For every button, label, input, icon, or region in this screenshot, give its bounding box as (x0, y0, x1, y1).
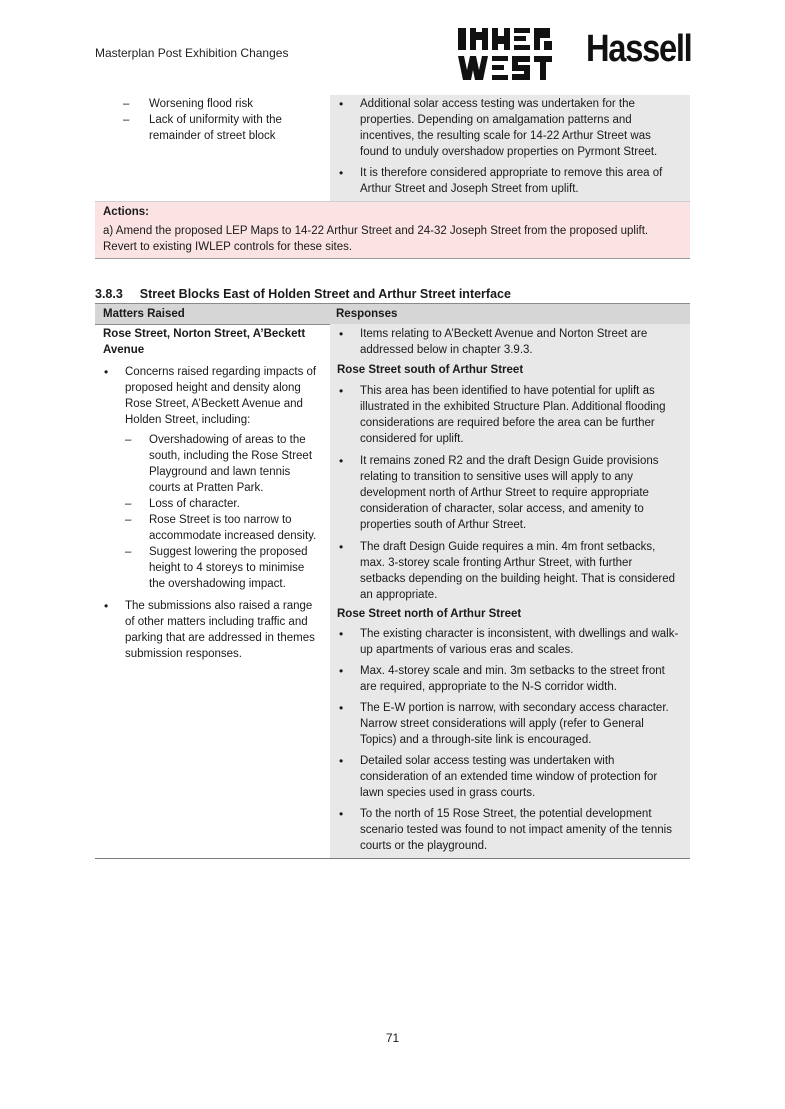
matter-sub-item: – Rose Street is too narrow to accommodate increased density. (95, 512, 320, 544)
actions-text: a) Amend the proposed LEP Maps to 14-22 Arthur Street and 24-32 Joseph Street from the proposed uplift. Revert to existing IWLEP controls for these sites. (103, 225, 649, 253)
column-header-matters: Matters Raised (103, 308, 185, 320)
response-bullet: • To the north of 15 Rose Street, the potential development scenario tested was found to not impact amenity of the tennis courts or the playground. (330, 806, 680, 854)
matter-bullet-text: The submissions also raised a range of other matters including traffic and parking that are addressed in themes submission responses. (125, 600, 315, 660)
response-bullet: • Items relating to A’Beckett Avenue and Norton Street are addressed below in chapter 3.9.3. (330, 326, 680, 358)
matter-dash-item: – Worsening flood risk (95, 96, 330, 112)
response-bullet: • It is therefore considered appropriate to remove this area of Arthur Street and Joseph Street from uplift. (330, 165, 676, 197)
page-number: 71 (385, 1031, 400, 1045)
actions-label: Actions: (103, 206, 149, 218)
logo-text-west: WEST (508, 70, 511, 71)
section-title: Street Blocks East of Holden Street and Arthur Street interface (139, 287, 511, 301)
response-subheading-south: Rose Street south of Arthur Street (337, 364, 524, 376)
continuation-table (95, 95, 690, 201)
document-header-title: Masterplan Post Exhibition Changes (95, 46, 289, 60)
response-subheading-north: Rose Street north of Arthur Street (337, 608, 522, 620)
column-header-responses: Responses (336, 308, 398, 320)
section-number: 3.8.3 (95, 287, 123, 301)
matter-bullet (95, 364, 322, 428)
matter-sub-item: – Suggest lowering the proposed height to 4 storeys to minimise the overshadowing impact. (95, 544, 320, 592)
actions-box (95, 201, 690, 259)
matters-heading: Rose Street, Norton Street, A’Beckett Avenue (103, 328, 306, 356)
hassell-logo: Hassell (586, 28, 692, 70)
inner-west-logo (458, 26, 558, 82)
section-heading (95, 287, 511, 301)
matters-cell (95, 324, 330, 858)
response-bullet: • Detailed solar access testing was undertaken with consideration of an extended time window of protection for lawn species used in grass courts. (330, 753, 680, 801)
matter-sub-item: – Loss of character. (95, 496, 320, 512)
responses-cell (330, 95, 690, 201)
matter-bullet-text: Concerns raised regarding impacts of proposed height and density along Rose Street, A’Beckett Avenue and Holden Street, including: (125, 366, 317, 426)
logo-text-inner: INNER (508, 40, 512, 41)
response-bullet: • The existing character is inconsistent, with dwellings and walk-up apartments of various eras and scales. (330, 626, 680, 658)
response-bullet: • The E-W portion is narrow, with secondary access character. Narrow street considerations will apply (refer to General Topics) and a through-site link is encouraged. (330, 700, 680, 748)
matters-table (95, 324, 690, 859)
matters-cell (95, 95, 330, 201)
response-bullet: • Max. 4-storey scale and min. 3m setbacks to the street front are required, appropriate to the N-S corridor width. (330, 663, 680, 695)
response-bullet: • Additional solar access testing was undertaken for the properties. Depending on amalgamation patterns and incentives, the resulting scale for 14-22 Arthur Street was found to unduly overshadow properties on Pyrmont Street. (330, 96, 676, 160)
matter-dash-item: – Lack of uniformity with the remainder of street block (95, 112, 330, 144)
response-bullet: • It remains zoned R2 and the draft Design Guide provisions relating to transition to sensitive uses will apply to any development north of Arthur Street to require appropriate consideration of character, solar access, and amenity to properties south of Arthur Street. (330, 453, 680, 533)
matter-bullet (95, 598, 322, 662)
responses-cell (330, 324, 690, 858)
response-bullet: • The draft Design Guide requires a min. 4m front setbacks, max. 3-storey scale fronting Arthur Street, with further setbacks depending on the building height. That is considered an appropriate. (330, 539, 680, 603)
table-header (95, 303, 690, 325)
response-bullet: • This area has been identified to have potential for uplift as illustrated in the exhibited Structure Plan. Additional flooding considerations are required before the area can be further considered for uplift. (330, 383, 680, 447)
matter-sub-item: – Overshadowing of areas to the south, including the Rose Street Playground and lawn tennis courts at Pratten Park. (95, 432, 320, 496)
